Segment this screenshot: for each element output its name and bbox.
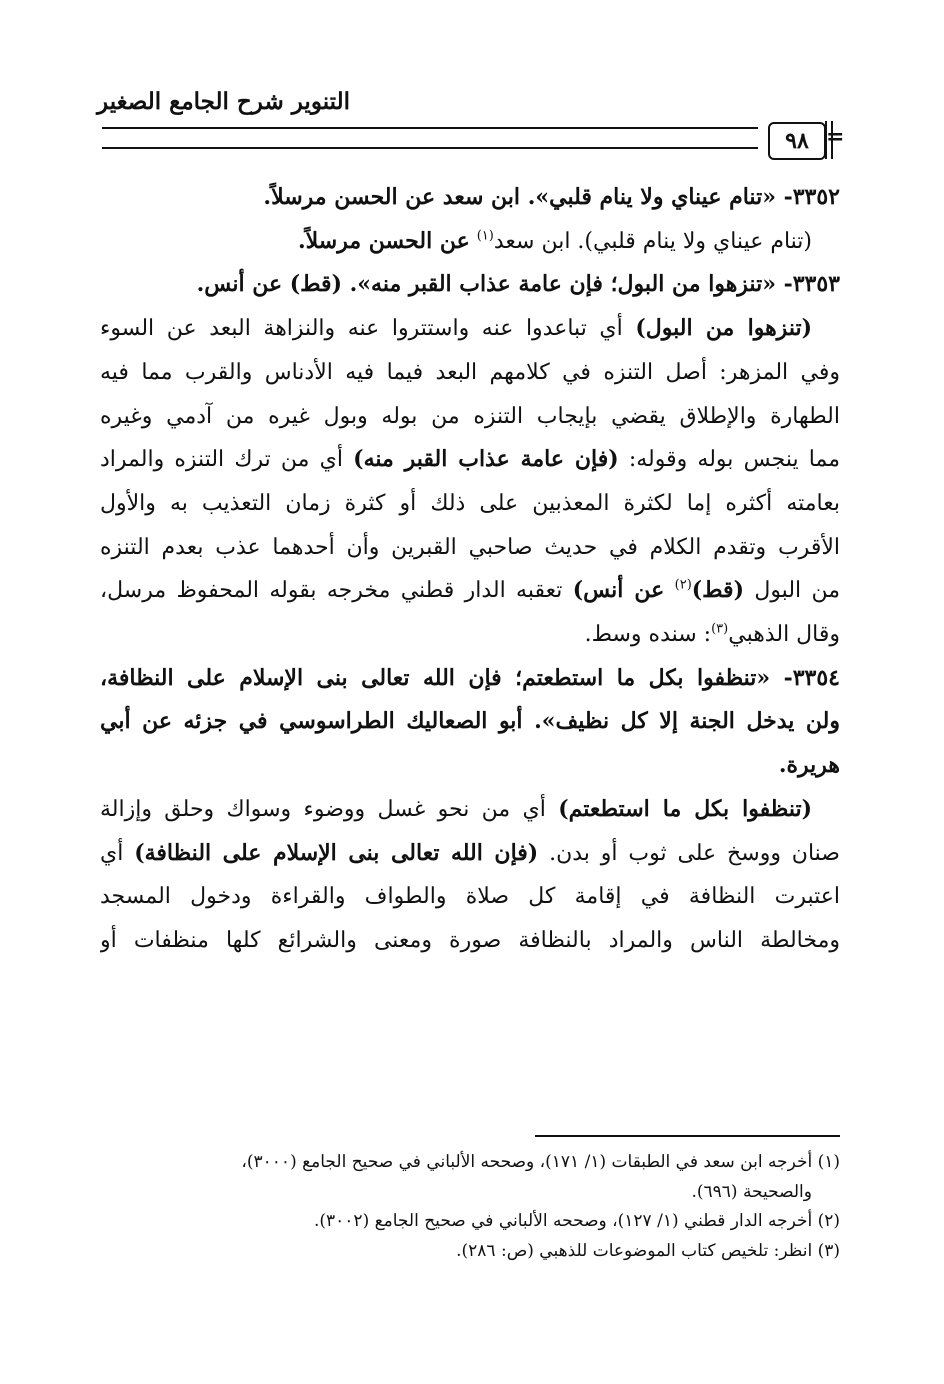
commentary-line: اعتبرت النظافة في إقامة كل صلاة والطواف والقراءة ودخول المسجد — [100, 884, 840, 910]
commentary-line: صنان ووسخ على ثوب أو بدن. (فإن الله تعالى بنى الإسلام على النظافة) أي — [100, 839, 840, 866]
commentary-line: الأقرب وتقدم الكلام في حديث صاحبي القبرين وأن أحدهما عذب بعدم التنزه — [100, 534, 840, 560]
footnote-1-cont: والصحيحة (٦٩٦). — [691, 1181, 812, 1202]
hadith-3354-cont: ولن يدخل الجنة إلا كل نظيف». أبو الصعاليك الطراسوسي في جزئه عن أبي — [100, 708, 840, 735]
running-title: التنوير شرح الجامع الصغير — [97, 88, 350, 115]
hadith-3352: ٣٣٥٢- «تنام عيناي ولا ينام قلبي». ابن سعد عن الحسن مرسلاً. — [263, 184, 840, 210]
body-text — [100, 176, 840, 963]
footnote-ref-3: (٣) — [711, 621, 729, 637]
footnote-ref-1: (١) — [476, 228, 494, 244]
page-number: ٩٨ — [785, 128, 809, 154]
footnote-separator — [535, 1135, 840, 1137]
footnotes — [100, 1148, 840, 1266]
commentary-line: وقال الذهبي$^{(٣)}$: سنده وسط. — [584, 621, 840, 648]
commentary-line: من البول (قط)$^{(٢)}$ عن أنس) تعقبه الدار قطني مخرجه بقوله المحفوظ مرسل، — [100, 577, 840, 604]
commentary-line: (تنظفوا بكل ما استطعتم) أي من نحو غسل ووضوء وسواك وحلق وإزالة — [100, 795, 812, 822]
commentary-line: بعامته أكثره إما لكثرة المعذبين على ذلك أو كثرة زمان التعذيب به والأول — [100, 490, 840, 516]
header-rule-mark: = — [826, 124, 845, 150]
footnote-2: (٢) أخرجه الدار قطني (١/ ١٢٧)، وصححه الألباني في صحيح الجامع (٣٠٠٢). — [313, 1211, 840, 1231]
commentary-line: وفي المزهر: أصل التنزه في كلامهم البعد فيما فيه الأدناس والقرب مما فيه — [100, 359, 840, 385]
page-number-box — [768, 122, 826, 160]
footnote-1: (١) أخرجه ابن سعد في الطبقات (١/ ١٧١)، وصححه الألباني في صحيح الجامع (٣٠٠٠)، — [241, 1152, 840, 1172]
header-rule-bottom — [102, 147, 758, 149]
hadith-3354-end: هريرة. — [778, 752, 840, 779]
hadith-3353: ٣٣٥٣- «تنزهوا من البول؛ فإن عامة عذاب القبر منه». (قط) عن أنس. — [196, 271, 840, 298]
commentary-line: ومخالطة الناس والمراد بالنظافة صورة ومعنى والشرائع كلها منظفات أو — [100, 927, 840, 953]
footnote-3: (٣) انظر: تلخيص كتاب الموضوعات للذهبي (ص: ٢٨٦). — [456, 1240, 840, 1261]
hadith-3354: ٣٣٥٤- «تنظفوا بكل ما استطعتم؛ فإن الله تعالى بنى الإسلام على النظافة، — [100, 664, 840, 691]
commentary-line: (تنام عيناي ولا ينام قلبي). ابن سعد$^{(١)}$ عن الحسن مرسلاً. — [297, 227, 812, 254]
commentary-line: (تنزهوا من البول) أي تباعدوا عنه واستتروا عنه والنزاهة البعد عن السوء — [100, 315, 812, 342]
footnote-ref-2: (٢) — [674, 578, 692, 593]
commentary-line: مما ينجس بوله وقوله: (فإن عامة عذاب القبر منه) أي من ترك التنزه والمراد — [100, 446, 840, 473]
header-rule-top — [102, 127, 758, 129]
commentary-line: الطهارة والإطلاق يقضي بإيجاب التنزه من بوله وبول غيره من آدمي وغيره — [100, 403, 840, 429]
